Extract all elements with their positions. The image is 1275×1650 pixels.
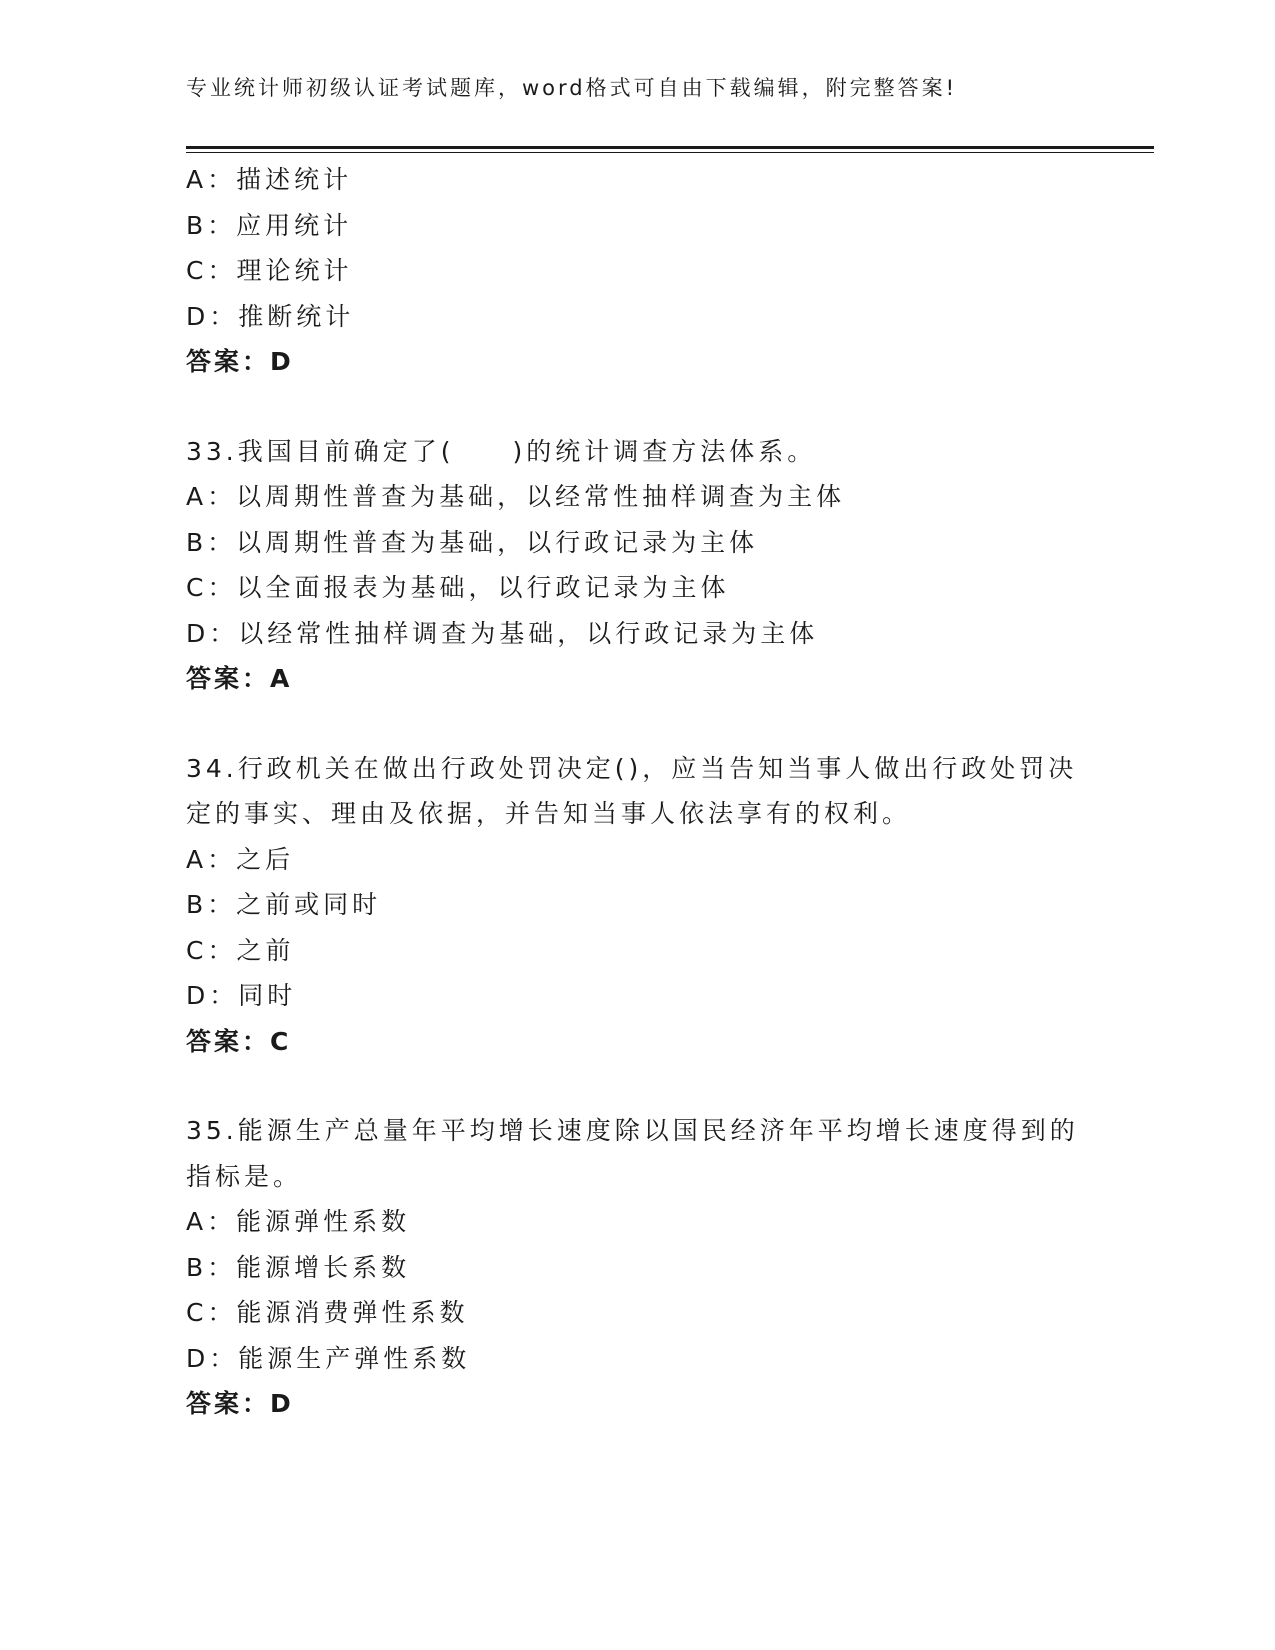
question-stem: 定的事实、理由及依据，并告知当事人依法享有的权利。 [186,799,912,828]
option-d: D：同时 [186,981,297,1010]
question-stem: 34.行政机关在做出行政处罚决定()，应当告知当事人做出行政处罚决 [186,753,1078,783]
question-33 [186,429,1086,702]
question-gap [186,702,1086,746]
option-c: C：之前 [186,935,295,965]
question-stem: 35.能源生产总量年平均增长速度除以国民经济年平均增长速度得到的 [186,1116,1079,1145]
question-gap [186,385,1086,429]
option-c: C：以全面报表为基础，以行政记录为主体 [186,573,730,602]
question-gap [186,1064,1086,1108]
answer: 答案：A [186,664,293,693]
option-d: D：推断统计 [186,301,355,331]
answer: 答案：C [186,1026,292,1056]
option-b: B：之前或同时 [186,890,382,919]
header-rule-thin [186,152,1154,153]
page-header: 专业统计师初级认证考试题库，word格式可自由下载编辑，附完整答案! [186,76,958,100]
question-35 [186,1108,1086,1427]
option-d: D：能源生产弹性系数 [186,1343,471,1373]
question-stem: 33.我国目前确定了( )的统计调查方法体系。 [186,436,817,466]
question-content [186,157,1086,1427]
option-a: A：以周期性普查为基础，以经常性抽样调查为主体 [186,482,846,511]
option-a: A：描述统计 [186,165,353,194]
option-d: D：以经常性抽样调查为基础，以行政记录为主体 [186,618,819,648]
option-b: B：以周期性普查为基础，以行政记录为主体 [186,527,759,557]
option-a: A：能源弹性系数 [186,1207,411,1236]
question-stem: 指标是。 [186,1161,303,1191]
option-a: A：之后 [186,844,295,874]
question-34 [186,746,1086,1065]
option-c: C：理论统计 [186,256,353,285]
question-32-continued [186,157,1086,385]
answer: 答案：D [186,1389,294,1418]
option-b: B：能源增长系数 [186,1252,411,1282]
answer: 答案：D [186,347,294,376]
option-c: C：能源消费弹性系数 [186,1298,469,1327]
option-b: B：应用统计 [186,210,353,240]
header-rule-thick [186,146,1154,149]
